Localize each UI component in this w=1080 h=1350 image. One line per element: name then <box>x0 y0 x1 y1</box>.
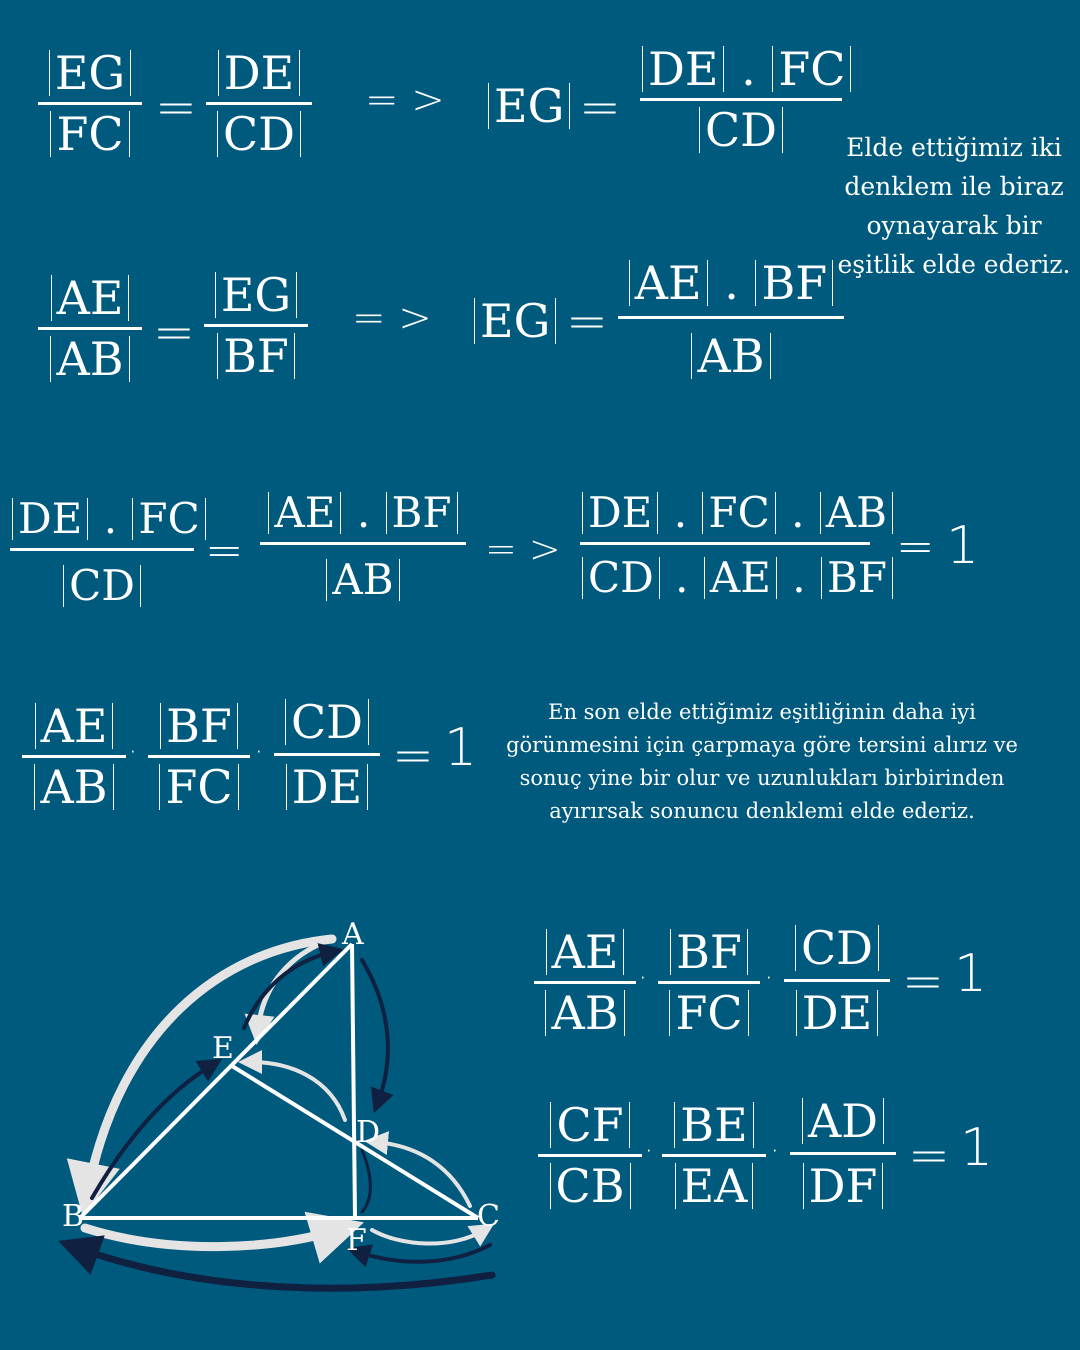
triangle-diagram <box>0 900 520 1310</box>
dot: . <box>792 553 806 602</box>
label-a: A <box>342 917 364 952</box>
multiply-dot: · <box>128 735 138 770</box>
segment: AE <box>268 492 341 534</box>
arrow-light <box>376 1142 470 1206</box>
segment: AB <box>326 559 399 601</box>
eq3-rhs-fraction <box>260 488 466 604</box>
dot: . <box>103 494 118 543</box>
eq1-result-lhs <box>486 79 572 133</box>
equals-sign: = <box>155 78 197 136</box>
segment: AB <box>820 492 893 534</box>
segment: CD <box>699 107 783 153</box>
label-c: C <box>477 1199 500 1234</box>
segment: BF <box>217 333 295 379</box>
eq2-lhs-fraction <box>38 271 142 386</box>
eq4-fraction-3 <box>274 695 380 814</box>
segment: AD <box>802 1098 884 1144</box>
segment: BF <box>160 703 238 749</box>
dot: . <box>791 488 805 537</box>
line-af <box>352 944 355 1218</box>
eq1-result-fraction <box>640 42 846 157</box>
label-b: B <box>62 1199 85 1234</box>
eq5-fraction-1 <box>534 925 636 1040</box>
eq4-fraction-1 <box>22 699 126 814</box>
segment: BF <box>670 929 748 975</box>
segment: AB <box>34 764 113 810</box>
multiply-dot: · <box>764 961 774 996</box>
explanation-note-1: Elde ettiğimiz iki denklem ile biraz oynayarak bir eşitlik elde ederiz. <box>837 133 1071 279</box>
arrow-dark <box>92 1065 212 1198</box>
segment: CB <box>550 1163 631 1209</box>
segment: DE <box>218 50 300 96</box>
segment: CD <box>582 557 660 599</box>
segment: AE <box>546 929 625 975</box>
result-one: 1 <box>444 718 478 778</box>
segment: EG <box>474 298 556 344</box>
segment: BF <box>755 260 833 306</box>
segment: CD <box>63 565 141 607</box>
segment: BF <box>821 557 893 599</box>
eq6-fraction-2 <box>662 1098 766 1213</box>
segment: BF <box>386 492 458 534</box>
eq2-rhs-fraction <box>204 268 308 383</box>
eq3-result-fraction <box>580 488 887 602</box>
equals-sign: = <box>205 523 244 577</box>
segment: EG <box>215 272 297 318</box>
label-f: F <box>346 1223 367 1258</box>
segment: AE <box>51 275 130 321</box>
label-d: D <box>356 1115 381 1150</box>
equals-sign: = <box>902 952 944 1010</box>
dot: . <box>673 488 688 537</box>
segment: CD <box>285 699 369 745</box>
segment: AE <box>35 703 114 749</box>
eq5-fraction-3 <box>784 921 890 1040</box>
segment: AB <box>50 336 129 382</box>
segment: FC <box>159 764 238 810</box>
dot: . <box>356 488 371 537</box>
arrow-light <box>85 1228 338 1247</box>
dot: . <box>741 42 756 96</box>
segment: AB <box>545 990 624 1036</box>
result-one: 1 <box>954 944 988 1004</box>
segment: FC <box>132 498 205 540</box>
segment: CD <box>217 111 301 157</box>
eq6-fraction-1 <box>538 1098 642 1213</box>
equals-sign: = <box>392 726 434 784</box>
arrow-dark <box>358 1245 490 1262</box>
segment: FC <box>50 111 129 157</box>
result-one: 1 <box>960 1118 994 1178</box>
eq6-fraction-3 <box>790 1094 896 1213</box>
equals-sign: = <box>908 1126 950 1184</box>
equals-sign: = <box>579 78 621 136</box>
implies-sign: = > <box>352 295 432 341</box>
equals-sign: = <box>566 292 608 350</box>
segment: DE <box>286 764 368 810</box>
equals-sign: = <box>153 303 195 361</box>
segment: DE <box>796 990 878 1036</box>
segment: DF <box>803 1163 884 1209</box>
segment: BE <box>674 1102 753 1148</box>
eq1-lhs-fraction <box>38 46 142 161</box>
multiply-dot: · <box>254 735 264 770</box>
segment: CD <box>795 925 879 971</box>
segment: FC <box>772 46 851 92</box>
multiply-dot: · <box>644 1134 654 1169</box>
label-e: E <box>212 1031 234 1066</box>
segment: FC <box>702 492 775 534</box>
implies-sign: = > <box>485 527 561 571</box>
eq1-rhs-fraction <box>206 46 312 161</box>
arrow-light <box>372 1230 484 1244</box>
segment: EG <box>488 83 570 129</box>
arrow-dark <box>362 1150 370 1212</box>
dot: . <box>675 553 689 602</box>
arrow-dark <box>78 1248 492 1288</box>
implies-sign: = > <box>365 77 445 123</box>
segment: EG <box>49 50 131 96</box>
segment: DE <box>582 492 658 534</box>
arrow-dark <box>362 960 388 1102</box>
equals-sign: = <box>896 519 935 573</box>
eq4-fraction-2 <box>148 699 250 814</box>
explanation-note-2: En son elde ettiğimiz eşitliğinin daha iyi görünmesini için çarpmaya göre tersini alırız ve sonuç yine bir olur ve uzunlukları birbirinden ayırırsak sonuncu denklemi elde ederiz. <box>506 700 1018 823</box>
eq2-result-fraction <box>618 256 844 383</box>
segment: FC <box>669 990 748 1036</box>
segment: DE <box>642 46 724 92</box>
segment: AE <box>629 260 708 306</box>
arrow-light <box>250 1062 345 1120</box>
result-one: 1 <box>946 516 980 576</box>
segment: AE <box>704 557 777 599</box>
segment: CF <box>550 1102 629 1148</box>
eq3-lhs-fraction <box>10 494 200 610</box>
dot: . <box>724 256 739 310</box>
segment: DE <box>12 498 88 540</box>
segment: EA <box>675 1163 754 1209</box>
multiply-dot: · <box>638 961 648 996</box>
multiply-dot: · <box>770 1134 780 1169</box>
segment: AB <box>691 333 770 379</box>
eq2-result-lhs <box>472 294 558 348</box>
eq5-fraction-2 <box>658 925 760 1040</box>
